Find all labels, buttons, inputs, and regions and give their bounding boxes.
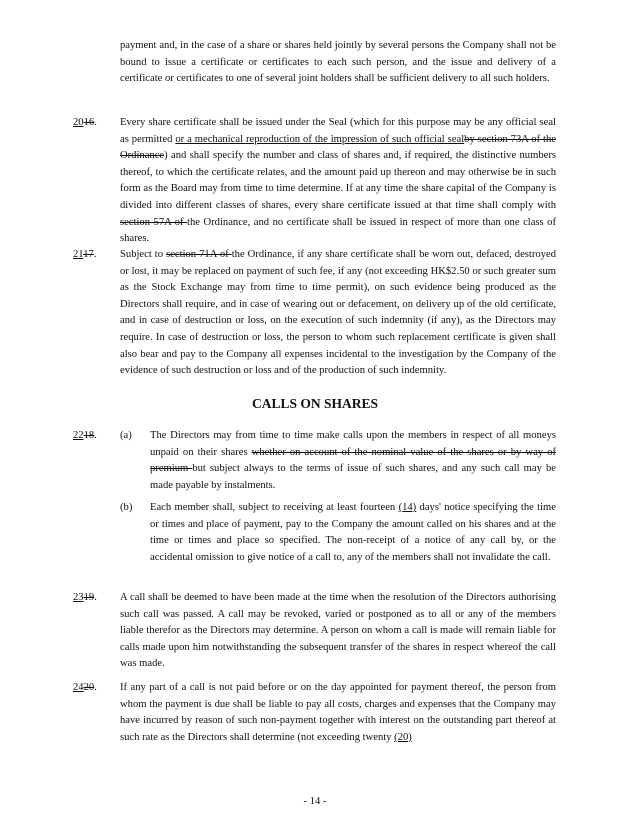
article-21-text-2: the Ordinance, if any share certificate shall be worn out, defaced, destroyed or lost, it may be replaced on payment of such fee, if any (not exceeding HK$2.50 or such greater sum as the Stock Exchange may from time to time permit), on such evidence being produced as the Directors shall require, and in case of wearing out or defacement, on delivery up of the old certificate, and in case of destruction or loss, on the execution of such indemnity (if any), as the Directors may require. In case of destruction or loss, the person to whom such replacement certificate is given shall also bear and pay to the Company all expenses incidental to the investigation by the Company of the evidence of such destruction or loss and of the production of such indemnity. [120,249,556,377]
page-number: - 14 - [303,796,327,807]
article-22-b-text-1: Each member shall, subject to receiving at least fourteen [150,502,399,513]
article-number-24 [73,680,97,697]
article-number-20 [73,115,97,132]
article-24-new-number: 24 [73,682,84,693]
article-20-deleted-text: by section 73A of the Ordinance [120,133,557,162]
article-22-a-text-2: but subject always to the terms of issue of such shares, and any such call may be made payable by instalments. [150,463,556,491]
article-22-a-paragraph [150,428,556,494]
article-22-a-label: (a) [120,430,132,441]
article-22-b-inserted-text: (14) [398,502,417,513]
article-20-text-2: ) and shall specify the number and class of shares and, if required, the distinctive numbers thereof, to which the certificate relates, and the amount paid up thereon and may otherwise be in such form as the Board may from time to time determine. If at any time the share capital of the Company is divided into different classes of shares, every share certificate issued at that time shall comply with [120,150,556,211]
article-22-old-number: 18 [83,430,95,441]
article-20-paragraph [120,115,556,248]
article-23-text: A call shall be deemed to have been made at the time when the resolution of the Directors authorising such call was passed. A call may be revoked, varied or postponed as to all or any of the members liable therefor as the Directors may determine. A person on whom a call is made will remain liable for calls made upon him notwithstanding the subsequent transfer of the shares in respect whereof the call was made. [120,592,556,670]
article-20-new-number: 20 [73,117,84,128]
article-22-b-paragraph [150,500,556,566]
article-number-23 [73,590,97,607]
article-21-deleted-section: section 71A of [166,249,232,260]
article-23-paragraph [120,590,556,673]
article-20-text-1: Every share certificate shall be issued under the Seal (which for this purpose may be any official seal as permitted [120,117,556,145]
article-23-new-number: 23 [73,592,84,603]
article-20-old-number: 16 [83,117,95,128]
article-20-text-3: the Ordinance, and no certificate shall be issued in respect of more than one class of shares. [120,216,557,245]
article-24-old-number: 20 [83,682,95,693]
article-22-a-text-1: The Directors may from time to time make calls upon the members in respect of all moneys unpaid on their shares [150,430,556,458]
article-21-new-number: 21 [73,249,84,260]
article-22-a-deleted-text: whether on account of the nominal value of the shares or by way of premium [150,446,556,475]
article-22-dot: . [94,430,97,441]
section-heading: CALLS ON SHARES [251,396,379,411]
article-number-22 [73,428,97,445]
article-24-text: If any part of a call is not paid before or on the day appointed for payment thereof, the person from whom the payment is due shall be liable to pay all costs, charges and expenses that the Company may have incurred by reason of such non-payment together with interest on the outstanding part thereof at such rate as the Directors shall determine (not exceeding twenty [120,682,556,743]
article-20-inserted-text: or a mechanical reproduction of the impression of such official seal [175,133,465,145]
article-21-text-1: Subject to [120,249,167,260]
article-20-deleted-section: section 57A of [120,216,188,228]
article-22-b-text-2: days' notice specifying the time or times and place of payment, pay to the Company the amount called on his shares and at the time or times and place so specified. The non-receipt of a notice of any call by, or the accidental omission to give notice of a call to, any of the members shall not invalidate the call. [150,502,556,563]
article-22-b-label: (b) [120,502,133,513]
continuation-paragraph [120,38,556,88]
article-24-paragraph [120,680,556,746]
article-24-dot: . [94,682,97,693]
article-23-dot: . [94,592,97,603]
article-number-21 [73,247,96,264]
article-21-paragraph [120,247,556,380]
continuation-text: payment and, in the case of a share or shares held jointly by several persons the Company shall not be bound to issue a certificate or certificates to each such person, and the issue and delivery of a certificate or certificates to one of several joint holders shall be sufficient delivery to all such holders. [120,40,556,85]
article-24-inserted-text: (20) [394,731,412,743]
article-20-dot: . [94,117,97,128]
article-21-dot: . [93,249,97,260]
article-23-old-number: 19 [83,592,95,603]
article-22-new-number: 22 [73,430,84,441]
article-21-old-number: 17 [83,249,94,260]
